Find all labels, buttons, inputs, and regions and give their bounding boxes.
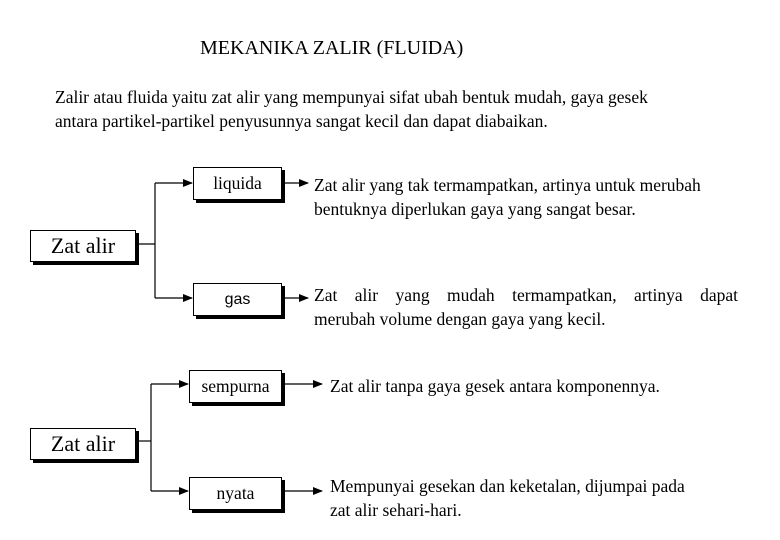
liquida-description xyxy=(314,173,754,221)
group1-tree-lines xyxy=(136,183,308,298)
group1-root-box: Zat alir xyxy=(30,230,136,262)
intro-line-2: antara partikel-partikel penyusunnya sangat kecil dan dapat diabaikan. xyxy=(55,111,548,131)
liquida-desc-line-2: bentuknya diperlukan gaya yang sangat besar. xyxy=(314,199,636,219)
group2-root-box: Zat alir xyxy=(30,428,136,460)
nyata-desc-line-2: zat alir sehari-hari. xyxy=(330,500,462,520)
liquida-desc-line-1: Zat alir yang tak termampatkan, artinya untuk merubah xyxy=(314,175,701,195)
sempurna-description xyxy=(330,374,760,398)
nyata-desc-line-1: Mempunyai gesekan dan keketalan, dijumpai pada xyxy=(330,476,685,496)
nyata-description xyxy=(330,474,760,522)
gas-desc-line-2: merubah volume dengan gaya yang kecil. xyxy=(314,309,606,329)
gas-description xyxy=(314,283,738,331)
liquida-box: liquida xyxy=(193,167,282,200)
nyata-box: nyata xyxy=(189,477,282,510)
intro-line-1: Zalir atau fluida yaitu zat alir yang mempunyai sifat ubah bentuk mudah, gaya gesek xyxy=(55,87,648,107)
intro-paragraph xyxy=(55,85,755,133)
sempurna-desc-line-1: Zat alir tanpa gaya gesek antara komponennya. xyxy=(330,376,660,396)
gas-box: gas xyxy=(193,283,282,316)
sempurna-box: sempurna xyxy=(189,370,282,403)
page-title: MEKANIKA ZALIR (FLUIDA) xyxy=(200,37,464,59)
gas-desc-line-1: Zat alir yang mudah termampatkan, artinya dapat xyxy=(314,285,738,305)
